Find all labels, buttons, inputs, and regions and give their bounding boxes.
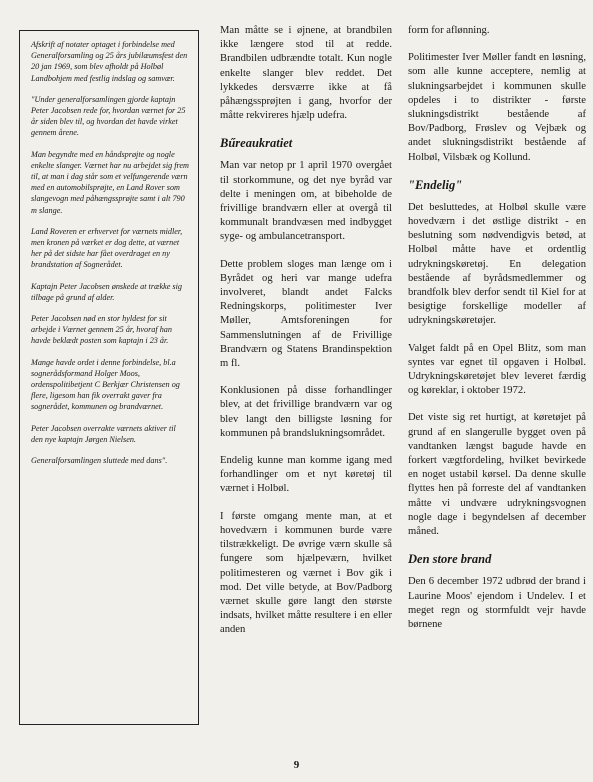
- section-heading: "Endelig": [408, 177, 463, 192]
- sidebar-notes-box: [19, 30, 199, 725]
- sidebar-paragraph: Man begyndte med en håndsprøjte og nogle enkelte slanger. Værnet har nu arbejdet sig frem til, at man i dag står som et velfungerende værn med en automobilsprøjte, en Land Rover som slangevogn med påhængssprøjte samt i alt 790 m slange.: [31, 149, 189, 215]
- sidebar-paragraph: Mange havde ordet i denne forbindelse, bl.a sognerådsformand Holger Moos, ordenspolitibetjent C Berkjær Christensen og flere, ligesom han fik overrakt gaver fra sognerådet, kommunen og brandværnet.: [31, 357, 180, 412]
- body-paragraph: Det besluttedes, at Holbøl skulle være hovedværn i det østlige distrikt - en beslutning som nødvendigvis betød, at Holbøl måtte have et ordentlig udrykningskøretøj. En delegation bestående af byrådsmedlemmer og brandfolk blev derfor sendt til Kiel for at besigtige forskellige modeller af udrykningskøretøjer.: [408, 201, 586, 327]
- section-heading: Den store brand: [408, 552, 492, 567]
- body-paragraph: Politimester Iver Møller fandt en løsning, som alle kunne acceptere, nemlig at slukningsarbejdet i kommunen skulle opdeles i to distrikter - første slukningsdistrikt bestående af Bov/Padborg, Frøslev og Vejbæk og andet slukningsdistrikt bestående af Holbøl, Vilsbæk og Kollund.: [408, 52, 586, 163]
- sidebar-paragraph: Peter Jacobsen nød en stor hyldest for sit arbejde i Værnet gennem 25 år, hvoraf han havde beklædt posten som kaptajn i 23 år.: [31, 314, 172, 346]
- body-paragraph: Valget faldt på en Opel Blitz, som man syntes var egnet til opgaven i Holbøl. Udrykningskøretøjet blev leveret færdig og køreklar, i oktober 1972.: [408, 342, 586, 397]
- page-number: 9: [293, 759, 300, 771]
- body-paragraph: form for aflønning.: [408, 25, 490, 36]
- body-paragraph: Dette problem sloges man længe om i Byrådet og heri var mange udefra involveret, blandt andet Falcks Redningskorps, politimester Iver Møller, Amtsforeningen for Sammenslutningen af de Frivillige Brandværn og Statens Brandinspektion m fl.: [220, 258, 392, 370]
- right-column: [408, 24, 586, 645]
- sidebar-paragraph: Afskrift af notater optaget i forbindelse med Generalforsamling og 25 års jubilæumsfest den 20 jan 1969, som blev afholdt på Holbøl Landbohjem med festlig indslag og samvær.: [31, 40, 188, 83]
- sidebar-paragraph: Generalforsamlingen sluttede med dans".: [31, 456, 168, 466]
- sidebar-paragraph: Kaptajn Peter Jacobsen ønskede at trække sig tilbage på grund af alder.: [31, 281, 182, 302]
- body-paragraph: Man måtte se i øjnene, at brandbilen ikke længere stod til at redde. Brandbilen udbrændte totalt. Kun nogle enkelte slanger blev reddet. Det lykkedes dersværre ikke at få påhængssprøjten i gang, hvorfor der måtte rekvireres hjælp udefra.: [220, 25, 392, 122]
- body-paragraph: Endelig kunne man komme igang med forhandlinger om et nyt køretøj til værnet i Holbøl.: [220, 455, 392, 495]
- section-heading: Bűreaukratiet: [220, 136, 293, 151]
- sidebar-paragraph: Land Roveren er erhvervet for værnets midler, men kronen på værket er dog dette, at værnet her på det sidste har fået overdraget en ny brandstation af Sognerådet.: [31, 226, 183, 270]
- body-paragraph: Den 6 december 1972 udbrød der brand i Laurine Moos' ejendom i Undelev. I et meget regn og stormfuldt vejr havde børnene: [408, 576, 586, 630]
- body-paragraph: Konklusionen på disse forhandlinger blev, at det frivillige brandværn var og blev langt den billigste løsning for kommunen på brandslukningsområdet.: [220, 385, 392, 439]
- sidebar-paragraph: "Under generalforsamlingen gjorde kaptajn Peter Jacobsen rede for, hvordan værnet for 25 år siden blev til, og hvordan det havde virket gennem årene.: [31, 94, 186, 138]
- body-paragraph: I første omgang mente man, at et hovedværn i kommunen burde være tilstrækkeligt. De øvrige værn skulle så fungere som hjælpeværn, hvilket politimesteren og værnet i Bov gik i mod. Det ville betyde, at Bov/Padborg værnet skulle gøre langt den største indsats, hvilket måtte resultere i en eller anden: [220, 510, 392, 636]
- body-paragraph: Det viste sig ret hurtigt, at køretøjet på grund af en slangerulle bygget oven på vandtanken længst bagude havde en forkert vægtfordeling, hvilket bevirkede en noget ustabil kørsel. Da denne skulle flyttes hen på forreste del af vandtanken måtte vi undvære udrykningsvognen nogle dage i begyndelsen af december måned.: [408, 412, 586, 538]
- body-paragraph: Man var netop pr 1 april 1970 overgået til storkommune, og det nye byråd var delte i meningen om, at bibeholde de frivillige brandværn eller at overgå til kommunalt brandvæsen med indbygget syge- og ambulancetransport.: [220, 160, 392, 243]
- sidebar-paragraph: Peter Jacobsen overrakte værnets aktiver til den nye kaptajn Jørgen Nielsen.: [31, 423, 176, 444]
- middle-column: [220, 24, 392, 651]
